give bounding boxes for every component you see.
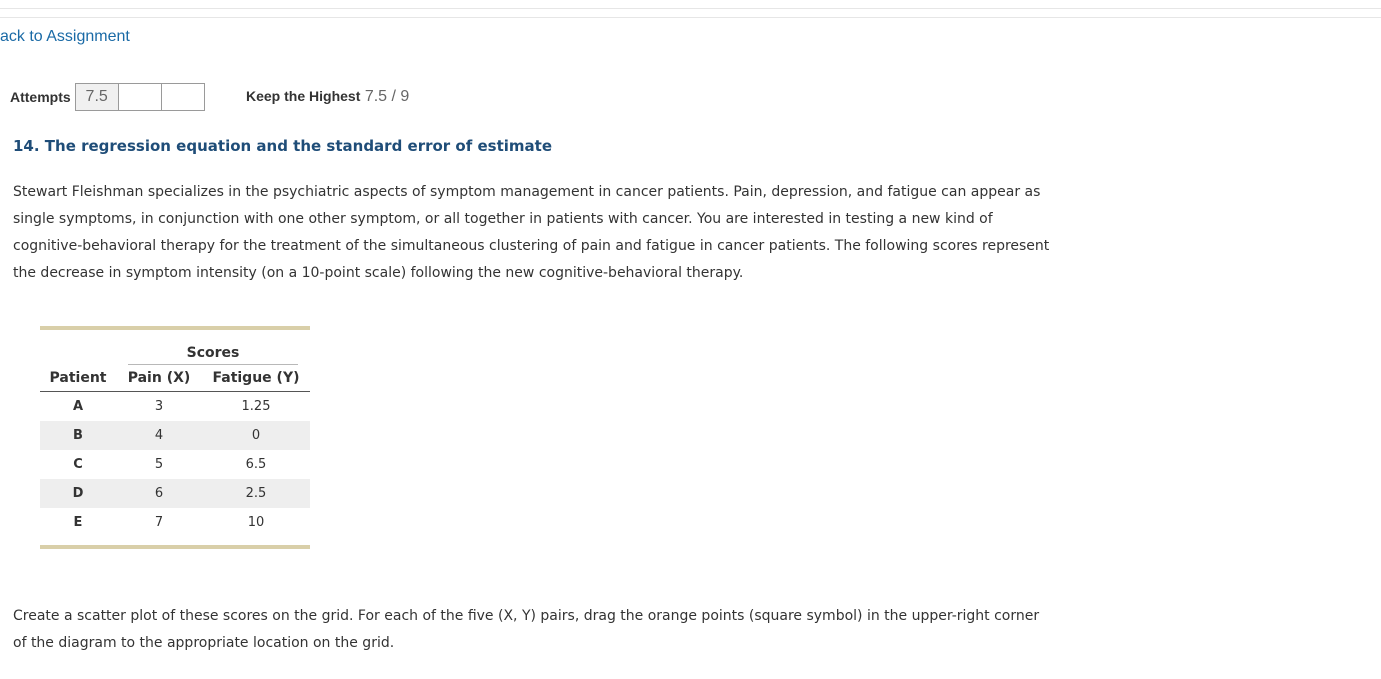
question-instruction: Create a scatter plot of these scores on the grid. For each of the five (X, Y) pairs, drag the orange points (square symbol) in the upper-right corner of the diagram to the appropriate location on the grid.: [13, 608, 1040, 651]
col-header-fatigue: Fatigue (Y): [202, 365, 310, 392]
pain-value: 5: [154, 457, 164, 472]
attempt-box-2: [118, 83, 162, 111]
col-header-patient: Patient: [40, 365, 116, 392]
top-divider: [0, 8, 1381, 18]
attempts-row: [10, 82, 204, 112]
attempt-box-3: [161, 83, 205, 111]
table-bottom-rule: [40, 545, 310, 549]
back-to-assignment-link[interactable]: ack to Assignment: [0, 28, 130, 45]
patient-id: B: [40, 421, 116, 450]
fatigue-value: 10: [247, 515, 265, 530]
pain-value: 3: [154, 399, 164, 414]
pain-value: 7: [154, 515, 164, 530]
fatigue-value: 2.5: [202, 479, 310, 508]
col-header-pain: Pain (X): [116, 365, 202, 392]
table-row: [40, 450, 310, 479]
fatigue-value: 1.25: [241, 399, 271, 414]
keep-highest-score: 7.5 / 9: [364, 88, 410, 105]
patient-id: D: [40, 479, 116, 508]
question-intro: Stewart Fleishman specializes in the psychiatric aspects of symptom management in cancer patients. Pain, depression, and fatigue can appear as single symptoms, in conjunction with one other symptom, or all together in patients with cancer. You are interested in testing a new kind of cognitive-behavioral therapy for the treatment of the simultaneous clustering of pain and fatigue in cancer patients. The following scores represent the decrease in symptom intensity (on a 10-point scale) following the new cognitive-behavioral therapy.: [13, 184, 1050, 281]
patient-id: E: [73, 515, 83, 530]
table-row: [40, 508, 310, 537]
scores-group-header: Scores: [128, 345, 298, 365]
pain-value: 6: [116, 479, 202, 508]
patient-id: C: [73, 457, 83, 472]
fatigue-value: 6.5: [245, 457, 267, 472]
patient-id: A: [72, 399, 84, 414]
keep-highest: [246, 88, 409, 106]
keep-highest-label: Keep the Highest: [246, 88, 361, 104]
question-title: 14. The regression equation and the standard error of estimate: [13, 137, 552, 155]
table-row: [40, 421, 310, 450]
table-row: [40, 392, 310, 422]
fatigue-value: 0: [202, 421, 310, 450]
attempts-label: Attempts: [10, 89, 71, 105]
attempt-box-1: 7.5: [75, 83, 119, 111]
scores-table: [40, 326, 310, 549]
table-row: [40, 479, 310, 508]
pain-value: 4: [116, 421, 202, 450]
